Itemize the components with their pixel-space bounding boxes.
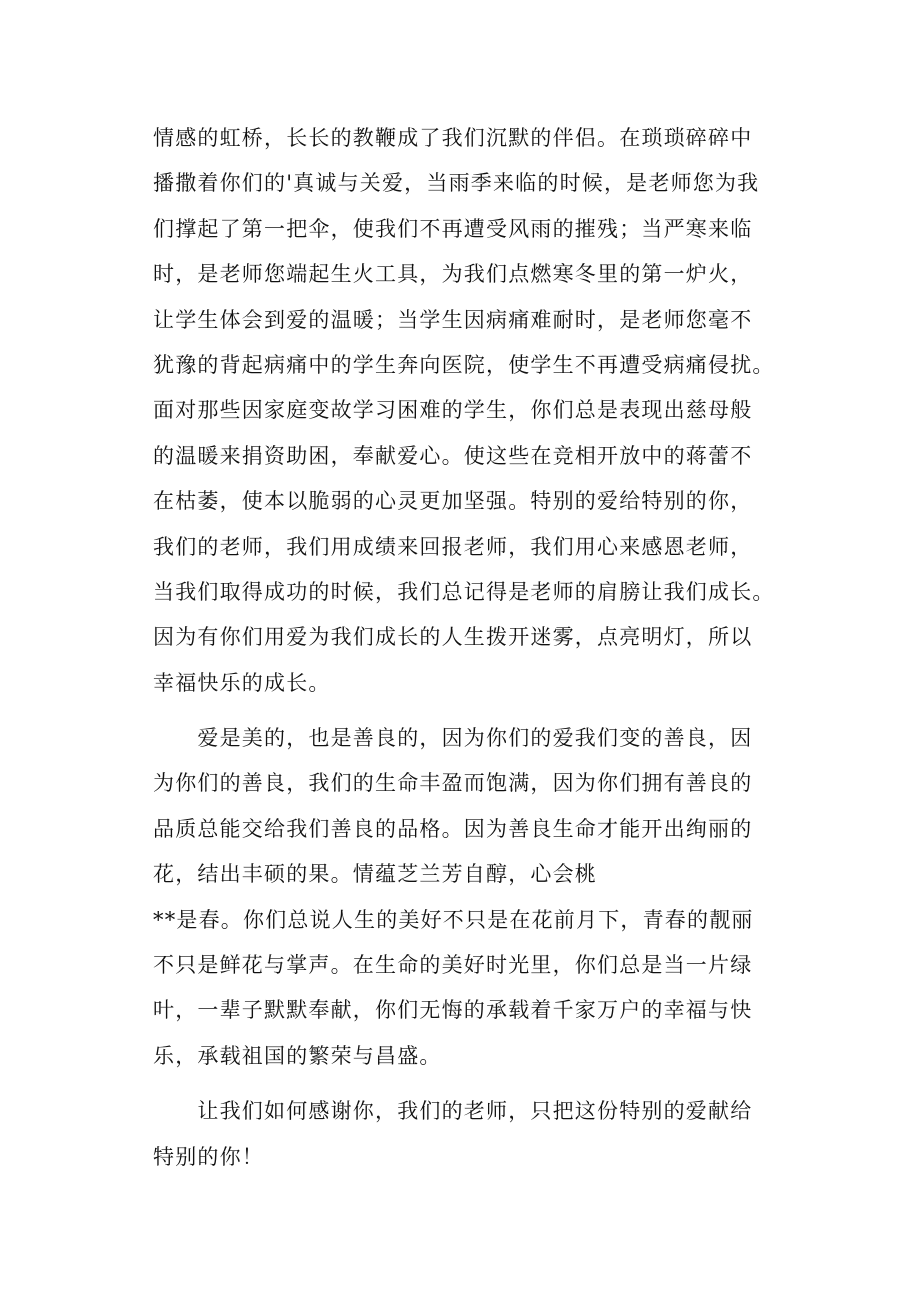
- text-line: 不只是鲜花与掌声。在生命的美好时光里，你们总是当一片绿: [153, 953, 753, 978]
- text-line: 我们的老师，我们用成绩来回报老师，我们用心来感恩老师，: [153, 534, 753, 559]
- paragraph-spacer: [153, 706, 779, 716]
- text-line: 品质总能交给我们善良的品格。因为善良生命才能开出绚丽的: [153, 816, 753, 841]
- body-text: [153, 116, 779, 1180]
- text-line: 叶，一辈子默默奉献，你们无悔的承载着千家万户的幸福与快: [153, 998, 753, 1023]
- text-line: 当我们取得成功的时候，我们总记得是老师的肩膀让我们成长。: [153, 579, 775, 604]
- text-line: 让学生体会到爱的温暖；当学生因病痛难耐时，是老师您毫不: [153, 307, 753, 332]
- text-line: 爱是美的，也是善良的，因为你们的爱我们变的善良，因: [153, 726, 753, 751]
- text-line: 情感的虹桥，长长的教鞭成了我们沉默的伴侣。在琐琐碎碎中: [153, 126, 753, 150]
- text-line: **是春。你们总说人生的美好不只是在花前月下，青春的靓丽: [153, 907, 754, 932]
- paragraph-2: [153, 716, 779, 1079]
- paragraph-3: [153, 1089, 779, 1180]
- text-line: 播撒着你们的'真诚与关爱，当雨季来临的时候，是老师您为我: [153, 171, 760, 196]
- text-line: 时，是老师您端起生火工具，为我们点燃寒冬里的第一炉火，: [153, 262, 753, 287]
- text-line: 犹豫的背起病痛中的学生奔向医院，使学生不再遭受病痛侵扰。: [153, 352, 775, 377]
- text-line: 因为有你们用爱为我们成长的人生拨开迷雾，点亮明灯，所以: [153, 625, 753, 650]
- text-line: 为你们的善良，我们的生命丰盈而饱满，因为你们拥有善良的: [153, 771, 753, 796]
- paragraph-1: [153, 116, 779, 706]
- text-line: 让我们如何感谢你，我们的老师，只把这份特别的爱献给: [153, 1099, 753, 1124]
- text-line: 面对那些因家庭变故学习困难的学生，你们总是表现出慈母般: [153, 398, 753, 423]
- text-line: 花，结出丰硕的果。情蕴芝兰芳自醇，心会桃: [153, 862, 597, 887]
- text-line: 幸福快乐的成长。: [153, 670, 331, 695]
- text-line: 乐，承载祖国的繁荣与昌盛。: [153, 1043, 442, 1068]
- text-line: 们撑起了第一把伞，使我们不再遭受风雨的摧残；当严寒来临: [153, 216, 753, 241]
- text-line: 在枯萎，使本以脆弱的心灵更加坚强。特别的爱给特别的你，: [153, 489, 753, 514]
- text-line: 的温暖来捐资助困，奉献爱心。使这些在竞相开放中的蒋蕾不: [153, 443, 753, 468]
- text-line: 特别的你！: [153, 1144, 264, 1169]
- paragraph-spacer: [153, 1079, 779, 1089]
